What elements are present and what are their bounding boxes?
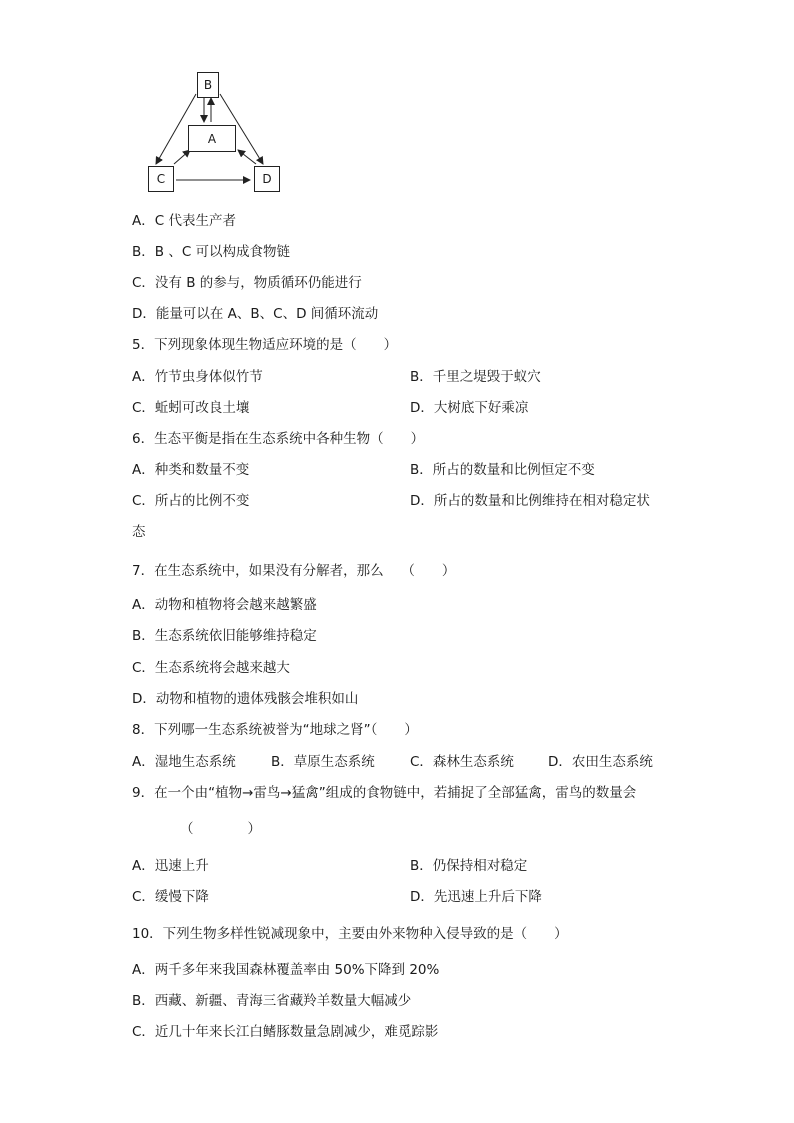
node-d: D xyxy=(254,166,280,192)
q9-option-b: B．仍保持相对稳定 xyxy=(410,858,528,874)
q6-option-d-continued: 态 xyxy=(132,524,146,540)
q4-option-c: C．没有 B 的参与，物质循环仍能进行 xyxy=(132,275,362,291)
q10-option-a: A．两千多年来我国森林覆盖率由 50%下降到 20% xyxy=(132,962,440,978)
food-web-diagram xyxy=(148,70,284,196)
node-c: C xyxy=(148,166,174,192)
node-b: B xyxy=(197,72,219,98)
q8-option-d: D．农田生态系统 xyxy=(548,754,653,770)
q9-answer-parenthesis: （ ） xyxy=(180,821,261,837)
q10-option-c: C．近几十年来长江白鳍豚数量急剧减少，难觅踪影 xyxy=(132,1024,439,1040)
q8-stem: 8．下列哪一生态系统被誉为“地球之肾”（ ） xyxy=(132,722,418,738)
q6-option-c: C．所占的比例不变 xyxy=(132,493,250,509)
node-a: A xyxy=(188,125,236,152)
q5-option-c: C．蚯蚓可改良土壤 xyxy=(132,400,250,416)
q5-option-d: D．大树底下好乘凉 xyxy=(410,400,529,416)
q5-stem: 5．下列现象体现生物适应环境的是（ ） xyxy=(132,337,398,353)
q5-option-a: A．竹节虫身体似竹节 xyxy=(132,369,263,385)
q5-option-b: B．千里之堤毁于蚁穴 xyxy=(410,369,541,385)
q9-option-a: A．迅速上升 xyxy=(132,858,209,874)
q4-option-a: A．C 代表生产者 xyxy=(132,213,236,229)
arrow-d-to-a xyxy=(238,150,256,164)
arrow-c-to-a xyxy=(174,150,190,164)
q6-option-a: A．种类和数量不变 xyxy=(132,462,250,478)
q8-option-a: A．湿地生态系统 xyxy=(132,754,236,770)
q10-option-b: B．西藏、新疆、青海三省藏羚羊数量大幅减少 xyxy=(132,993,412,1009)
q8-option-b: B．草原生态系统 xyxy=(271,754,375,770)
q9-stem: 9．在一个由“植物→雷鸟→猛禽”组成的食物链中，若捕捉了全部猛禽，雷鸟的数量会 xyxy=(132,785,637,801)
q10-stem: 10．下列生物多样性锐减现象中，主要由外来物种入侵导致的是（ ） xyxy=(132,926,568,942)
q6-option-d: D．所占的数量和比例维持在相对稳定状 xyxy=(410,493,650,509)
q6-stem: 6．生态平衡是指在生态系统中各种生物（ ） xyxy=(132,431,425,447)
q4-option-d: D．能量可以在 A、B、C、D 间循环流动 xyxy=(132,306,379,322)
q9-option-c: C．缓慢下降 xyxy=(132,889,209,905)
q7-option-b: B．生态系统依旧能够维持稳定 xyxy=(132,628,317,644)
q7-option-c: C．生态系统将会越来越大 xyxy=(132,660,290,676)
q9-option-d: D．先迅速上升后下降 xyxy=(410,889,542,905)
q7-stem: 7．在生态系统中，如果没有分解者，那么 （ ） xyxy=(132,563,456,579)
q7-option-d: D．动物和植物的遗体残骸会堆积如山 xyxy=(132,691,359,707)
q8-option-c: C．森林生态系统 xyxy=(410,754,514,770)
q4-option-b: B．B 、C 可以构成食物链 xyxy=(132,244,291,260)
q6-option-b: B．所占的数量和比例恒定不变 xyxy=(410,462,595,478)
q7-option-a: A．动物和植物将会越来越繁盛 xyxy=(132,597,317,613)
